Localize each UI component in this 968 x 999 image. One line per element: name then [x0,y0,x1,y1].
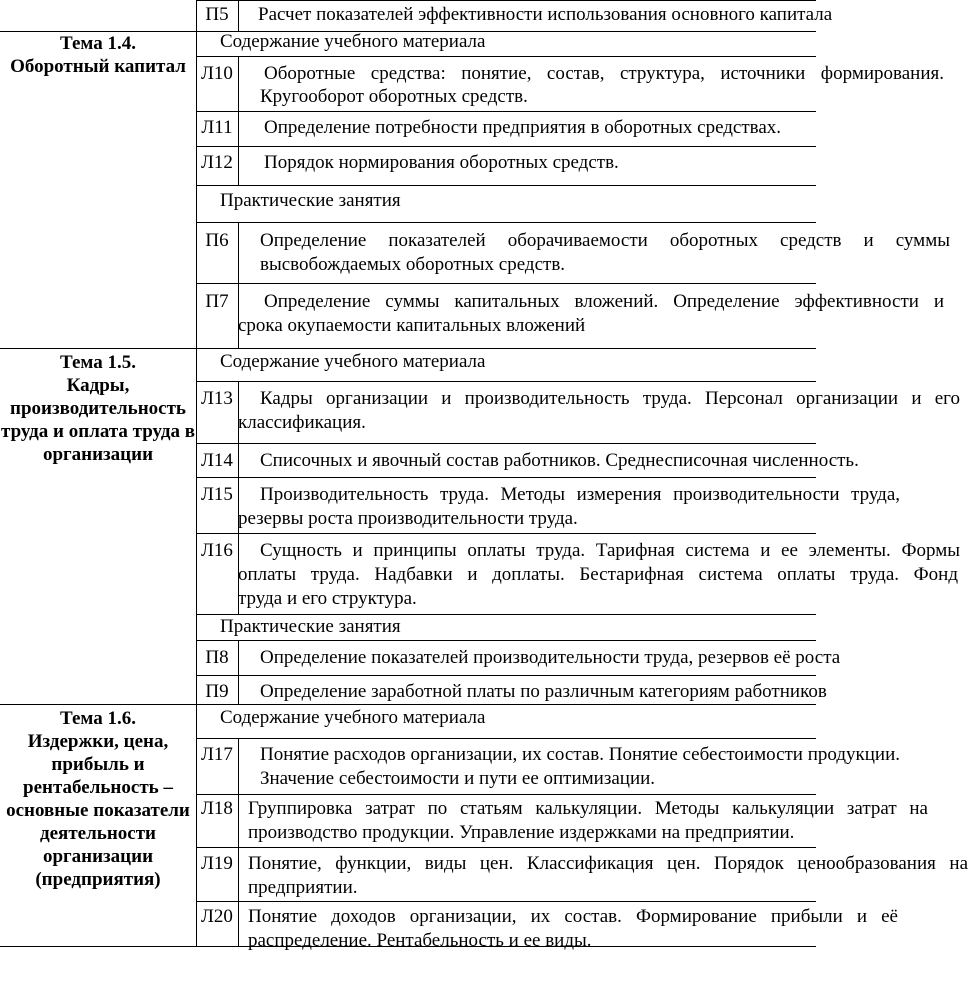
topic-title: Тема 1.5. Кадры, производительность труда и оплата труда в организации [1,352,195,465]
row-divider [196,847,816,848]
row-divider [196,901,816,902]
practice-text: Определение суммы капитальных вложений. Определение эффективности и [264,291,944,312]
row-divider [196,794,816,795]
lecture-text: Кругооборот оборотных средств. [260,86,528,107]
practice-text: срока окупаемости капитальных вложений [238,315,586,336]
lecture-code: Л12 [201,152,233,173]
row-divider [196,640,816,641]
practice-code: П7 [205,291,229,312]
section-heading: Содержание учебного материала [220,351,486,372]
row-divider [0,348,816,349]
row-divider [0,704,816,705]
row-text: Расчет показателей эффективности использования основного капитала [258,4,833,25]
lecture-text: предприятии. [248,877,358,898]
lecture-text: Кадры организации и производительность труда. Персонал организации и его [260,388,960,409]
row-divider [196,56,816,57]
lecture-text: Порядок нормирования оборотных средств. [264,152,619,173]
lecture-text: распределение. Рентабельность и ее виды. [248,930,592,951]
lecture-code: Л14 [201,450,233,471]
row-divider [196,0,816,1]
lecture-text: Производительность труда. Методы измерения производительности труда, [260,484,900,505]
row-divider [196,533,816,534]
row-divider [196,185,816,186]
practice-code: П9 [205,681,229,702]
row-divider [196,111,816,112]
row-divider [196,283,816,284]
section-heading: Практические занятия [220,616,401,637]
row-divider [196,222,816,223]
practice-text: высвобождаемых оборотных средств. [260,254,566,275]
lecture-code: Л18 [201,798,233,819]
section-heading: Практические занятия [220,190,401,211]
row-divider [196,443,816,444]
practice-code: П8 [205,647,229,668]
lecture-code: Л10 [201,63,233,84]
lecture-text: производство продукции. Управление издержками на предприятии. [248,822,795,843]
lecture-code: Л15 [201,484,233,505]
column-divider-code [238,56,239,185]
row-divider [196,381,816,382]
lecture-code: Л19 [201,853,233,874]
row-code: П5 [205,4,229,25]
column-divider-code [238,0,239,31]
lecture-text: резервы роста производительности труда. [238,508,578,529]
lecture-code: Л13 [201,388,233,409]
practice-text: Определение показателей производительности труда, резервов её роста [260,647,841,668]
lecture-text: Списочных и явочный состав работников. Среднесписочная численность. [260,450,859,471]
column-divider-code [238,738,239,946]
section-heading: Содержание учебного материала [220,31,486,52]
lecture-code: Л20 [201,906,233,927]
lecture-text: Оборотные средства: понятие, состав, структура, источники формирования. [264,63,944,84]
lecture-text: Группировка затрат по статьям калькуляции. Методы калькуляции затрат на [248,798,928,819]
lecture-text: Значение себестоимости и пути ее оптимизации. [260,768,656,789]
lecture-text: Сущность и принципы оплаты труда. Тарифная система и ее элементы. Формы [260,540,960,561]
lecture-text: Понятие, функции, виды цен. Классификация цен. Порядок ценообразования на [248,853,968,874]
lecture-code: Л16 [201,540,233,561]
lecture-text: труда и его структура. [238,588,417,609]
row-divider [196,477,816,478]
row-divider [196,738,816,739]
column-divider-code [238,640,239,704]
lecture-text: Понятие расходов организации, их состав. Понятие себестоимости продукции. [260,744,900,765]
practice-text: Определение заработной платы по различным категориям работников [260,681,827,702]
lecture-text: Понятие доходов организации, их состав. Формирование прибыли и её [248,906,898,927]
lecture-code: Л17 [201,744,233,765]
section-heading: Содержание учебного материала [220,707,486,728]
practice-code: П6 [205,230,229,251]
topic-title: Тема 1.4. Оборотный капитал [10,33,186,77]
row-divider [196,146,816,147]
lecture-code: Л11 [201,117,233,138]
row-divider [196,675,816,676]
lecture-text: классификация. [238,412,366,433]
lecture-text: Определение потребности предприятия в оборотных средствах. [264,117,782,138]
practice-text: Определение показателей оборачиваемости оборотных средств и суммы [260,230,950,251]
topic-title: Тема 1.6. Издержки, цена, прибыль и рентабельность – основные показатели деятельности организации (предприятия) [6,708,190,890]
lecture-text: оплаты труда. Надбавки и доплаты. Бестарифная система оплаты труда. Фонд [238,564,958,585]
